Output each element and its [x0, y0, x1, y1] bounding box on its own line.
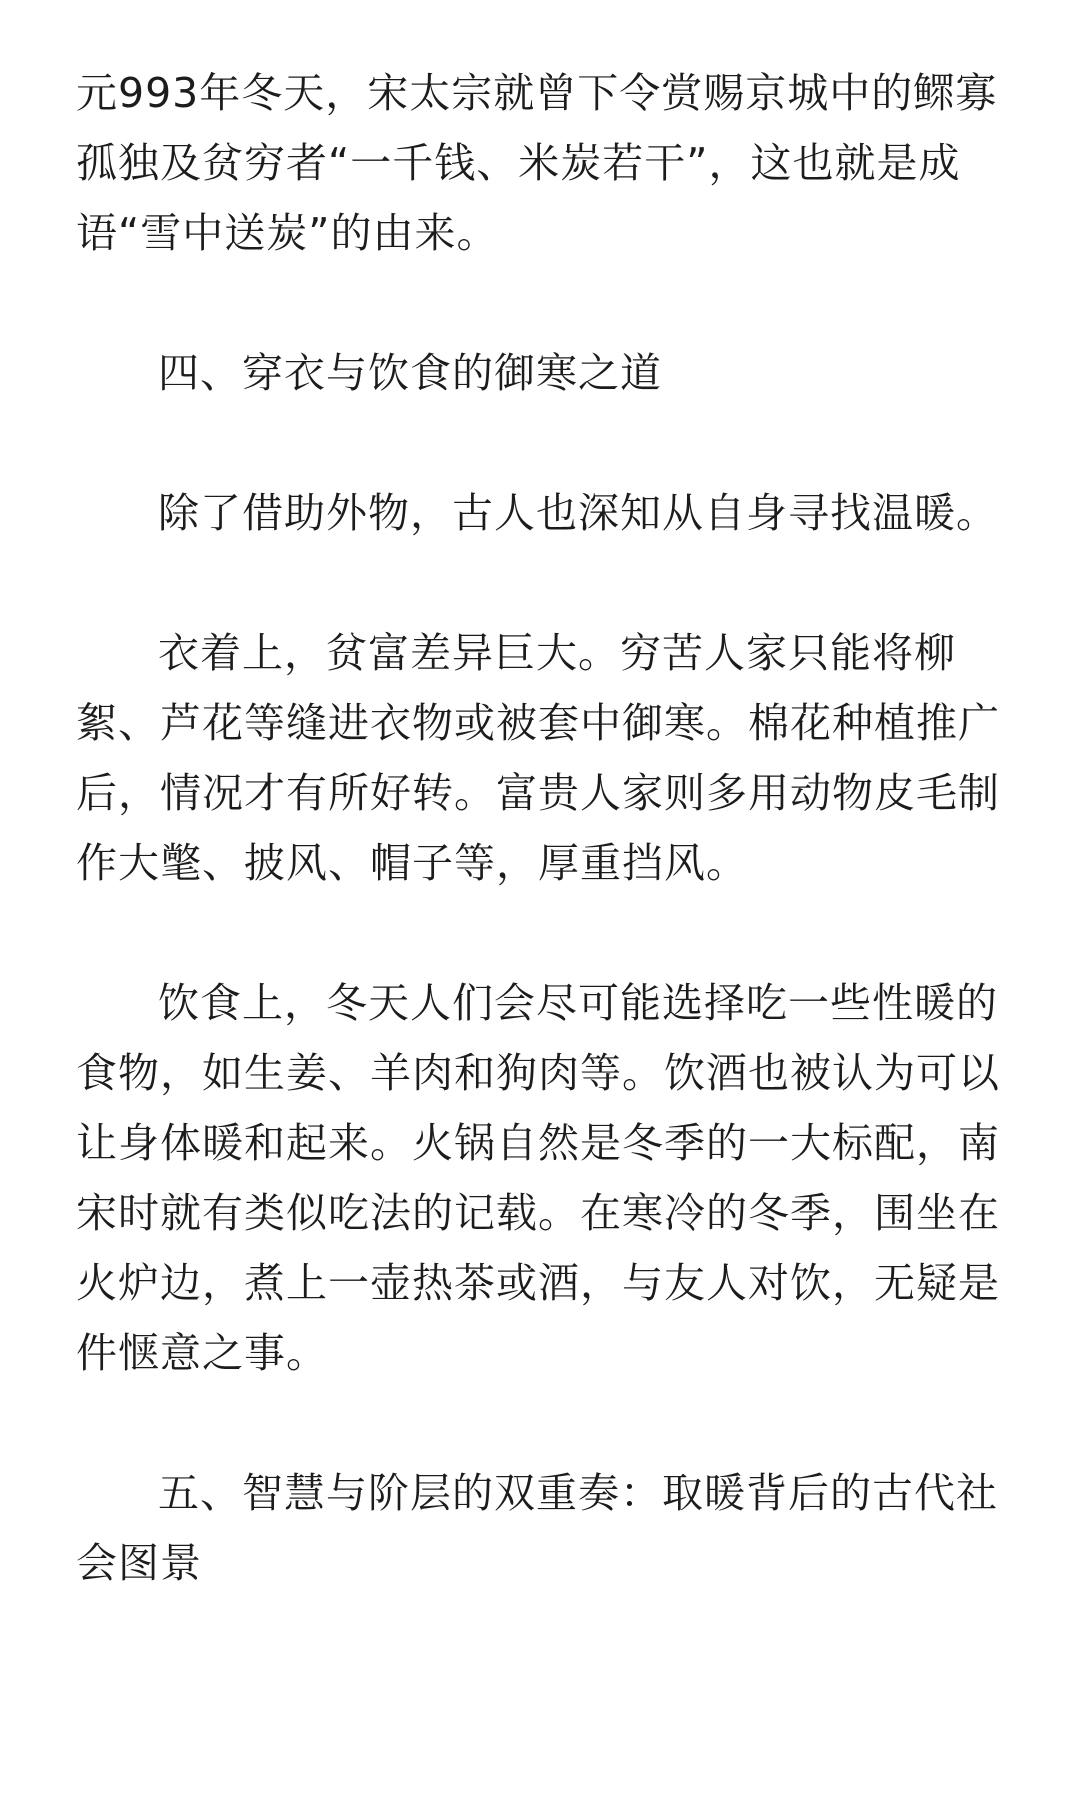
section-heading-clothing-food: 四、穿衣与饮食的御寒之道	[158, 349, 662, 397]
paragraph-clothing: 衣着上，贫富差异巨大。穷苦人家只能将柳絮、芦花等缝进衣物或被套中御寒。棉花种植推广后，情况才有所好转。富贵人家则多用动物皮毛制作大氅、披风、帽子等，厚重挡风。	[76, 629, 1000, 887]
paragraph-self-warmth: 除了借助外物，古人也深知从自身寻找温暖。	[158, 489, 998, 537]
section-heading-wisdom-class: 五、智慧与阶层的双重奏：取暖背后的古代社会图景	[76, 1469, 998, 1587]
paragraph-food: 饮食上，冬天人们会尽可能选择吃一些性暖的食物，如生姜、羊肉和狗肉等。饮酒也被认为可以让身体暖和起来。火锅自然是冬季的一大标配，南宋时就有类似吃法的记载。在寒冷的冬季，围坐在火炉边，煮上一壶热茶或酒，与友人对饮，无疑是件惬意之事。	[76, 979, 1000, 1377]
article-body	[76, 58, 1004, 1668]
paragraph-snow-charcoal-origin: 元993年冬天，宋太宗就曾下令赏赐京城中的鳏寡孤独及贫穷者“一千钱、米炭若干”，这也就是成语“雪中送炭”的由来。	[76, 69, 998, 257]
